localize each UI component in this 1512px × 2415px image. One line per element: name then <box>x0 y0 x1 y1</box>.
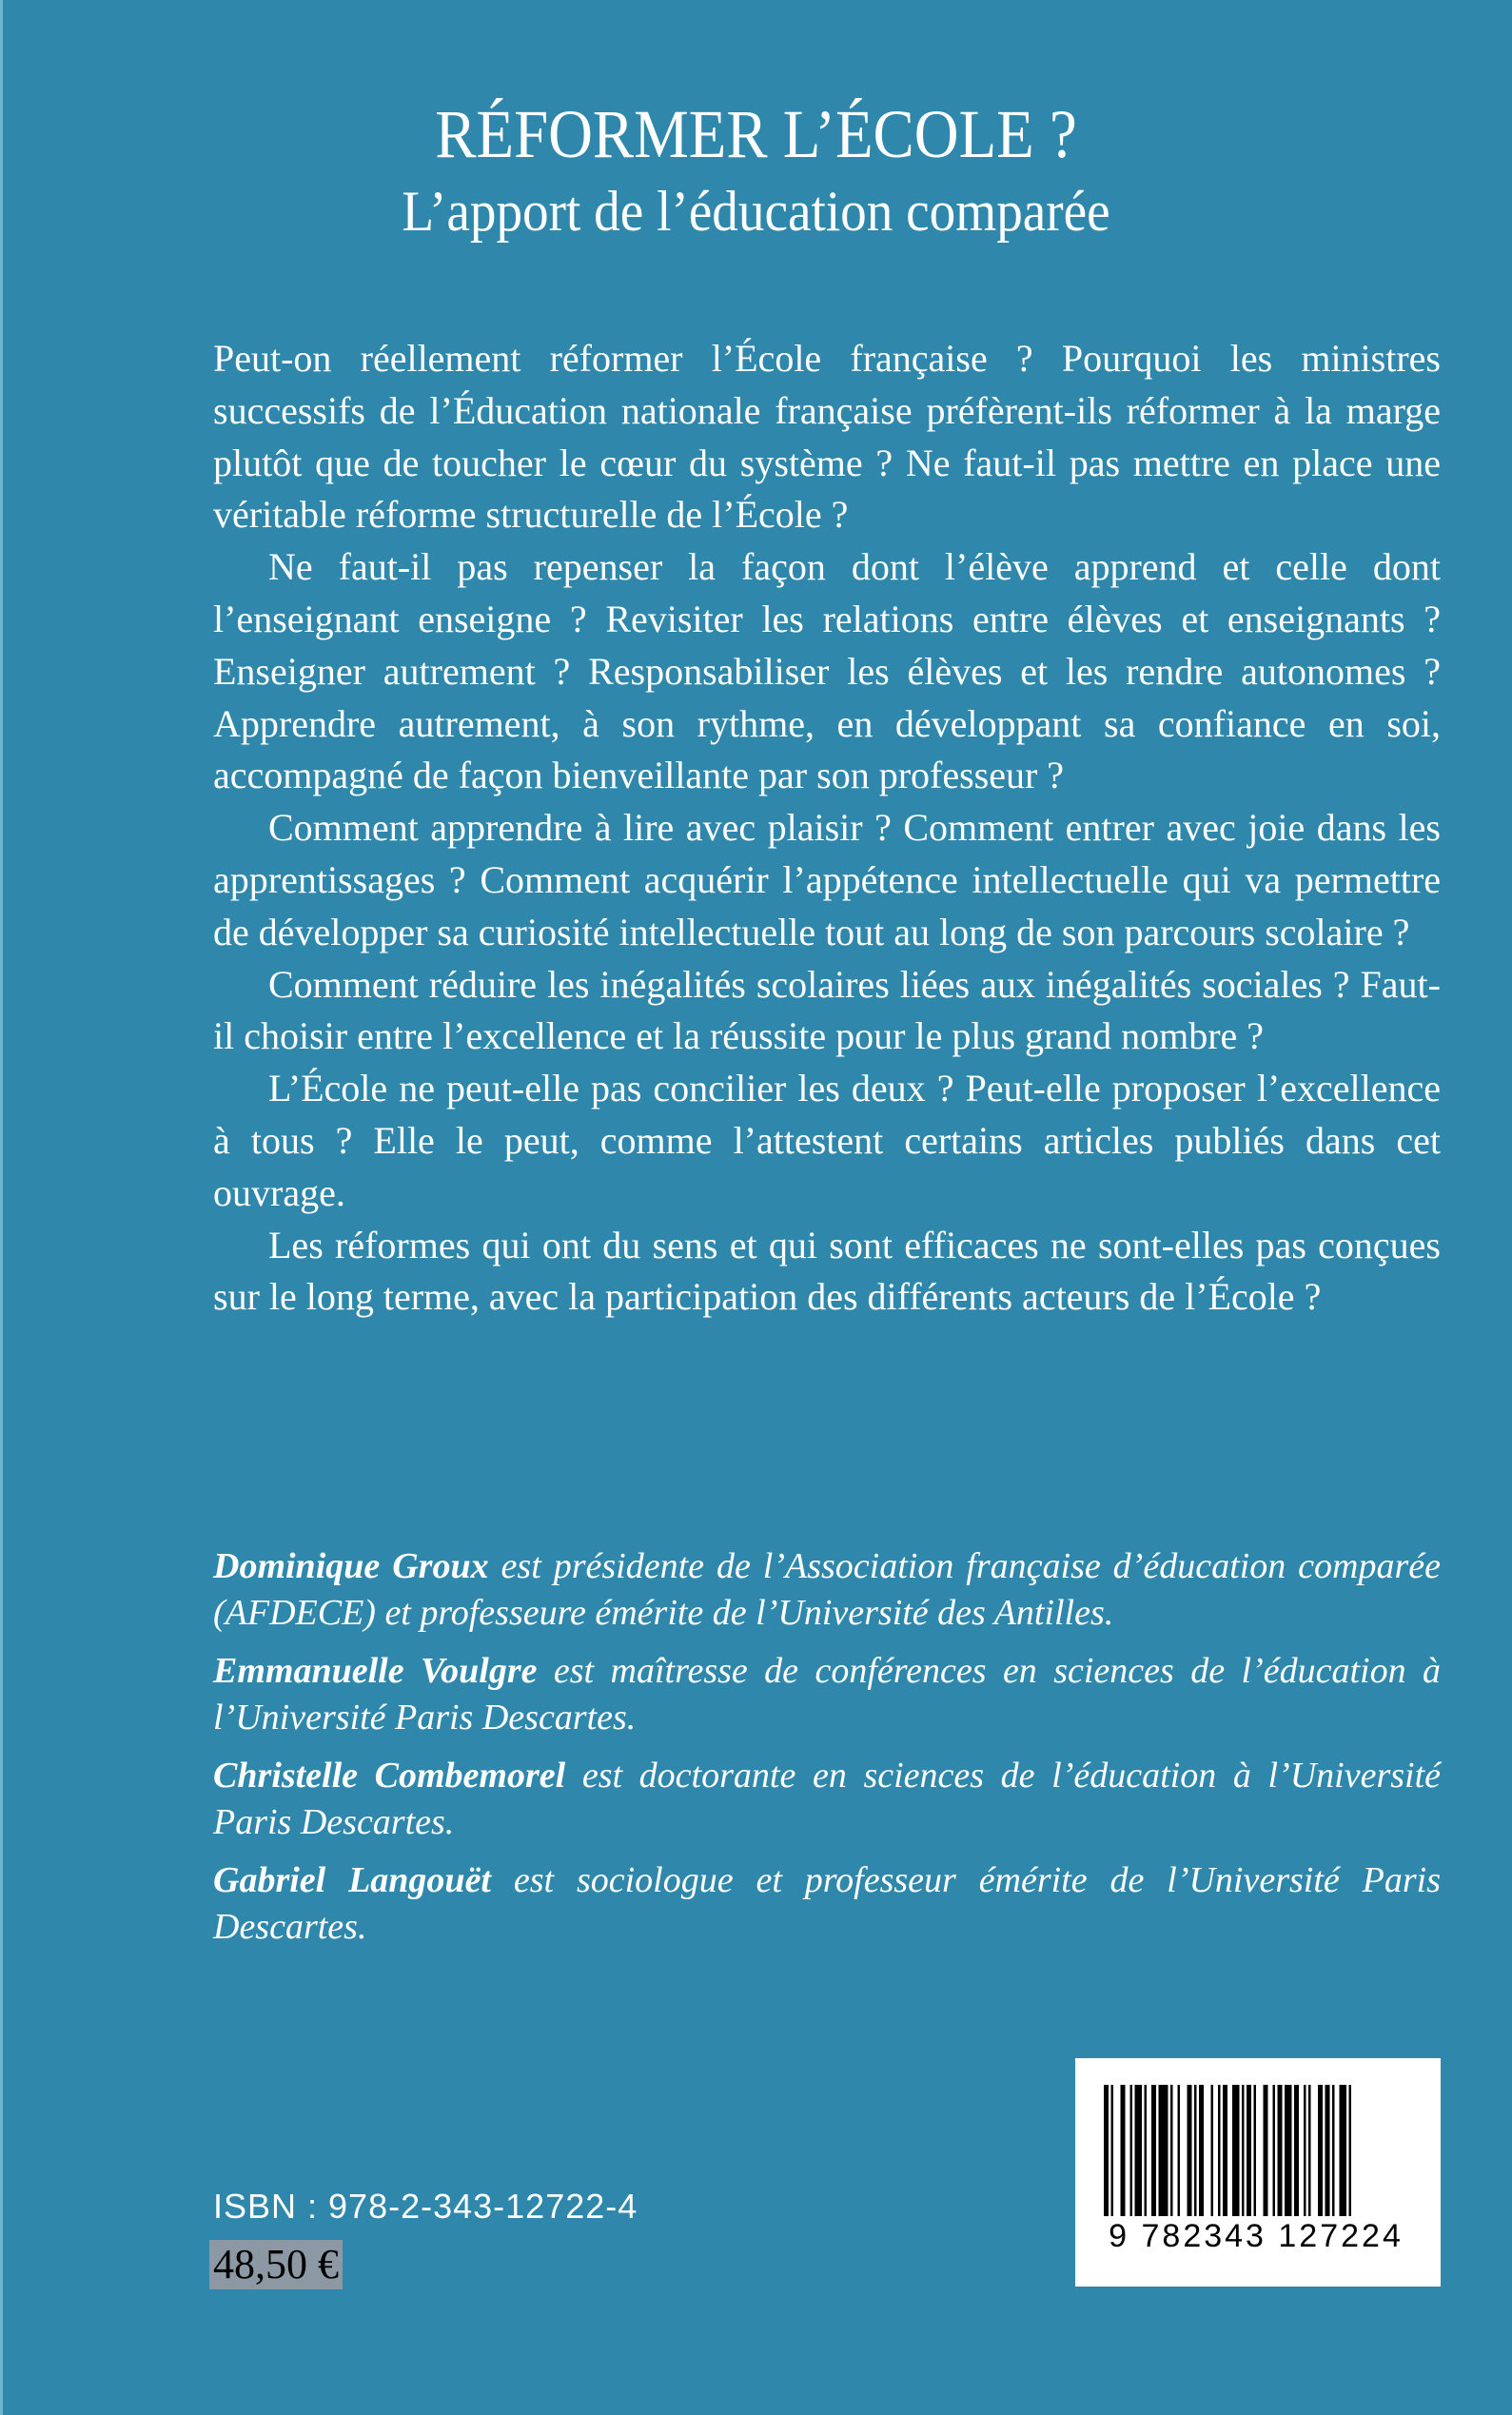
barcode-bar <box>1199 2085 1204 2216</box>
barcode-bar <box>1151 2085 1156 2216</box>
author-name: Gabriel Langouët <box>213 1860 491 1900</box>
barcode-bar <box>1111 2085 1114 2216</box>
barcode-bar <box>1278 2085 1283 2216</box>
author-description: est sociologue et professeur émérite de l’Université Paris Descartes. <box>213 1860 1441 1947</box>
blurb-paragraph: Ne faut-il pas repenser la façon dont l’élève apprend et celle dont l’enseignant enseigne ? Revisiter les relations entre élèves et enseignants ? Enseigner autrement ? Responsabiliser les élèves et les rendre autonomes ? Apprendre autrement, à son rythme, en développant sa confiance en soi, accompagné de façon bienveillante par son professeur ? <box>213 545 1441 797</box>
barcode-bar <box>1308 2085 1311 2216</box>
blurb <box>213 333 1441 1324</box>
barcode-bar <box>1318 2085 1323 2216</box>
blurb-paragraph: Les réformes qui ont du sens et qui sont efficaces ne sont-elles pas conçues sur le long terme, avec la participation des différents acteurs de l’École ? <box>213 1223 1441 1319</box>
barcode-bar <box>1273 2085 1276 2216</box>
barcode-bar <box>1188 2085 1192 2216</box>
barcode-bar <box>1304 2085 1306 2216</box>
blurb-paragraph: Comment apprendre à lire avec plaisir ? Comment entrer avec joie dans les apprentissages ? Comment acquérir l’appétence intellectuelle qui va permettre de développer sa curiosité intellectuelle tout au long de son parcours scolaire ? <box>213 806 1441 953</box>
barcode-bar <box>1178 2085 1181 2216</box>
barcode-bar <box>1135 2085 1143 2216</box>
barcode-bar <box>1232 2085 1240 2216</box>
barcode-bar <box>1264 2085 1268 2216</box>
author-bios <box>213 1543 1441 1962</box>
author-description: est doctorante en sciences de l’éducation à l’Université Paris Descartes. <box>213 1756 1441 1842</box>
barcode-bar <box>1294 2085 1299 2216</box>
barcode-bar <box>1130 2085 1133 2216</box>
barcode-bar <box>1285 2085 1292 2216</box>
author-name: Dominique Groux <box>213 1546 489 1586</box>
barcode-bar <box>1340 2085 1347 2216</box>
barcode-bar <box>1223 2085 1227 2216</box>
barcode-bar <box>1349 2085 1352 2216</box>
barcode-bar <box>1254 2085 1257 2216</box>
isbn: ISBN : 978-2-343-12722-4 <box>213 2187 638 2226</box>
author-description: est présidente de l’Association française d’éducation comparée (AFDECE) et professeure émérite de l’Université des Antilles. <box>213 1546 1441 1633</box>
author-bio <box>213 1648 1441 1741</box>
price: 48,50 € <box>209 2240 343 2289</box>
barcode-digits: 9 782343 127224 <box>1109 2218 1404 2254</box>
barcode-bar <box>1218 2085 1221 2216</box>
barcode <box>1075 2058 1441 2287</box>
barcode-bar <box>1159 2085 1168 2216</box>
author-name: Christelle Combemorel <box>213 1756 566 1796</box>
author-description: est maîtresse de conférences en sciences de l’éducation à l’Université Paris Descartes. <box>213 1651 1441 1738</box>
barcode-bar <box>1247 2085 1251 2216</box>
barcode-bar <box>1211 2085 1214 2216</box>
barcode-bar <box>1332 2085 1335 2216</box>
book-subtitle: L’apport de l’éducation comparée <box>402 180 1110 243</box>
book-title: RÉFORMER L’ÉCOLE ? <box>435 96 1077 172</box>
barcode-bar <box>1325 2085 1330 2216</box>
author-name: Emmanuelle Voulgre <box>213 1651 538 1691</box>
author-bio <box>213 1753 1441 1846</box>
barcode-bar <box>1121 2085 1126 2216</box>
blurb-paragraph: Comment réduire les inégalités scolaires liées aux inégalités sociales ? Faut-il choisir entre l’excellence et la réussite pour le plus grand nombre ? <box>213 962 1441 1058</box>
barcode-bar <box>1242 2085 1245 2216</box>
barcode-bar <box>1104 2085 1109 2216</box>
barcode-bar <box>1170 2085 1173 2216</box>
author-bio <box>213 1857 1441 1951</box>
author-bio <box>213 1543 1441 1637</box>
barcode-bar <box>1145 2085 1148 2216</box>
blurb-paragraph: L’École ne peut-elle pas concilier les deux ? Peut-elle proposer l’excellence à tous ? Elle le peut, comme l’attestent certains articles publiés dans cet ouvrage. <box>213 1067 1441 1214</box>
blurb-paragraph: Peut-on réellement réformer l’École française ? Pourquoi les ministres successifs de l’Éducation nationale française préfèrent-ils réformer à la marge plutôt que de toucher le cœur du système ? Ne faut-il pas mettre en place une véritable réforme structurelle de l’École ? <box>213 337 1441 537</box>
barcode-bar <box>1194 2085 1197 2216</box>
barcode-bars <box>1104 2085 1412 2216</box>
